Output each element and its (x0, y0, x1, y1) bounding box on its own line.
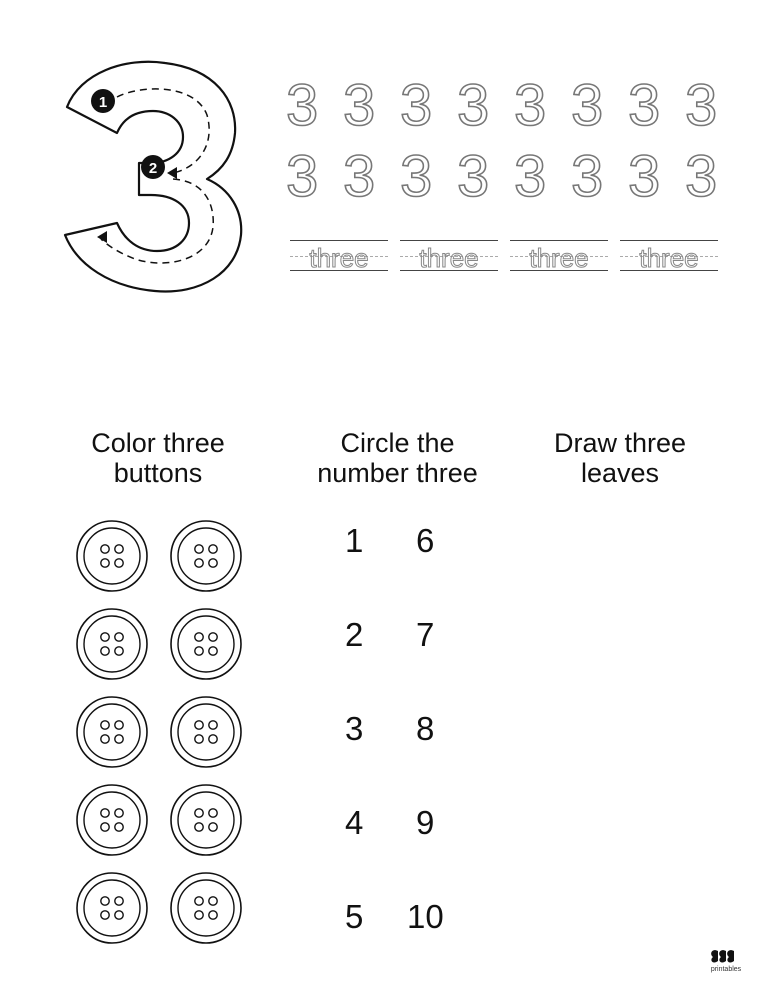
trace-word-cell[interactable] (620, 240, 718, 280)
number-option[interactable]: 6 (416, 522, 435, 559)
draw-leaves-area[interactable] (520, 500, 730, 950)
trace-digit[interactable]: 3 (514, 144, 547, 209)
number-option[interactable]: 2 (345, 616, 364, 653)
button-icon[interactable] (168, 870, 244, 946)
draw-activity-heading (520, 428, 720, 488)
circle-heading-line1: Circle the (340, 428, 455, 458)
color-heading-line2: buttons (113, 458, 203, 488)
trace-word-cell[interactable] (510, 240, 608, 280)
writing-line-top (620, 240, 718, 241)
number-option[interactable]: 9 (416, 804, 435, 841)
step-marker-2 (141, 155, 165, 179)
trace-digit[interactable]: 3 (457, 144, 490, 209)
trace-digit[interactable]: 3 (343, 144, 376, 209)
button-icon[interactable] (74, 694, 150, 770)
printables-logo (706, 948, 746, 978)
draw-heading-line2: leaves (580, 458, 660, 488)
trace-digit[interactable]: 3 (628, 144, 661, 209)
trace-word: three (529, 243, 589, 273)
button-icon[interactable] (168, 782, 244, 858)
number-option[interactable]: 1 (345, 522, 364, 559)
trace-word-cell[interactable] (290, 240, 388, 280)
trace-digit[interactable]: 3 (571, 144, 604, 209)
step-marker-1-label: 1 (98, 94, 108, 111)
number-option[interactable]: 4 (345, 804, 364, 841)
number-option[interactable]: 8 (416, 710, 435, 747)
trace-word-cell[interactable] (400, 240, 498, 280)
circle-heading-line2: number three (317, 458, 478, 488)
number-option[interactable]: 5 (345, 898, 364, 935)
writing-line-top (290, 240, 388, 241)
button-icon[interactable] (168, 518, 244, 594)
trace-digit[interactable]: 3 (457, 73, 490, 138)
step-marker-2-label: 2 (148, 160, 158, 177)
button-icon[interactable] (168, 694, 244, 770)
big-tracing-digit-three (55, 55, 260, 295)
number-option[interactable]: 3 (345, 710, 364, 747)
trace-digit[interactable]: 3 (286, 73, 319, 138)
number-option[interactable]: 10 (407, 898, 444, 935)
trace-digit[interactable]: 3 (514, 73, 547, 138)
trace-digit[interactable]: 3 (685, 144, 718, 209)
number-option[interactable]: 7 (416, 616, 435, 653)
color-activity-heading (58, 428, 258, 488)
trace-digit[interactable]: 3 (571, 73, 604, 138)
button-icon[interactable] (74, 606, 150, 682)
step-marker-1 (91, 89, 115, 113)
button-icon[interactable] (168, 606, 244, 682)
circle-activity-heading (290, 428, 505, 488)
writing-line-top (400, 240, 498, 241)
trace-word: three (309, 243, 369, 273)
draw-heading-line1: Draw three (553, 428, 687, 458)
button-icon[interactable] (74, 782, 150, 858)
trace-digit[interactable]: 3 (400, 73, 433, 138)
trace-digit[interactable]: 3 (628, 73, 661, 138)
writing-line-top (510, 240, 608, 241)
button-icon[interactable] (74, 870, 150, 946)
color-heading-line1: Color three (91, 428, 225, 458)
trace-digit[interactable]: 3 (400, 144, 433, 209)
butterfly-icon (706, 948, 746, 966)
trace-digit[interactable]: 3 (343, 73, 376, 138)
trace-word: three (639, 243, 699, 273)
trace-digit[interactable]: 3 (286, 144, 319, 209)
button-icon[interactable] (74, 518, 150, 594)
tracing-practice-area (280, 72, 740, 292)
logo-text: printables (710, 966, 742, 973)
trace-word: three (419, 243, 479, 273)
trace-digit[interactable]: 3 (685, 73, 718, 138)
